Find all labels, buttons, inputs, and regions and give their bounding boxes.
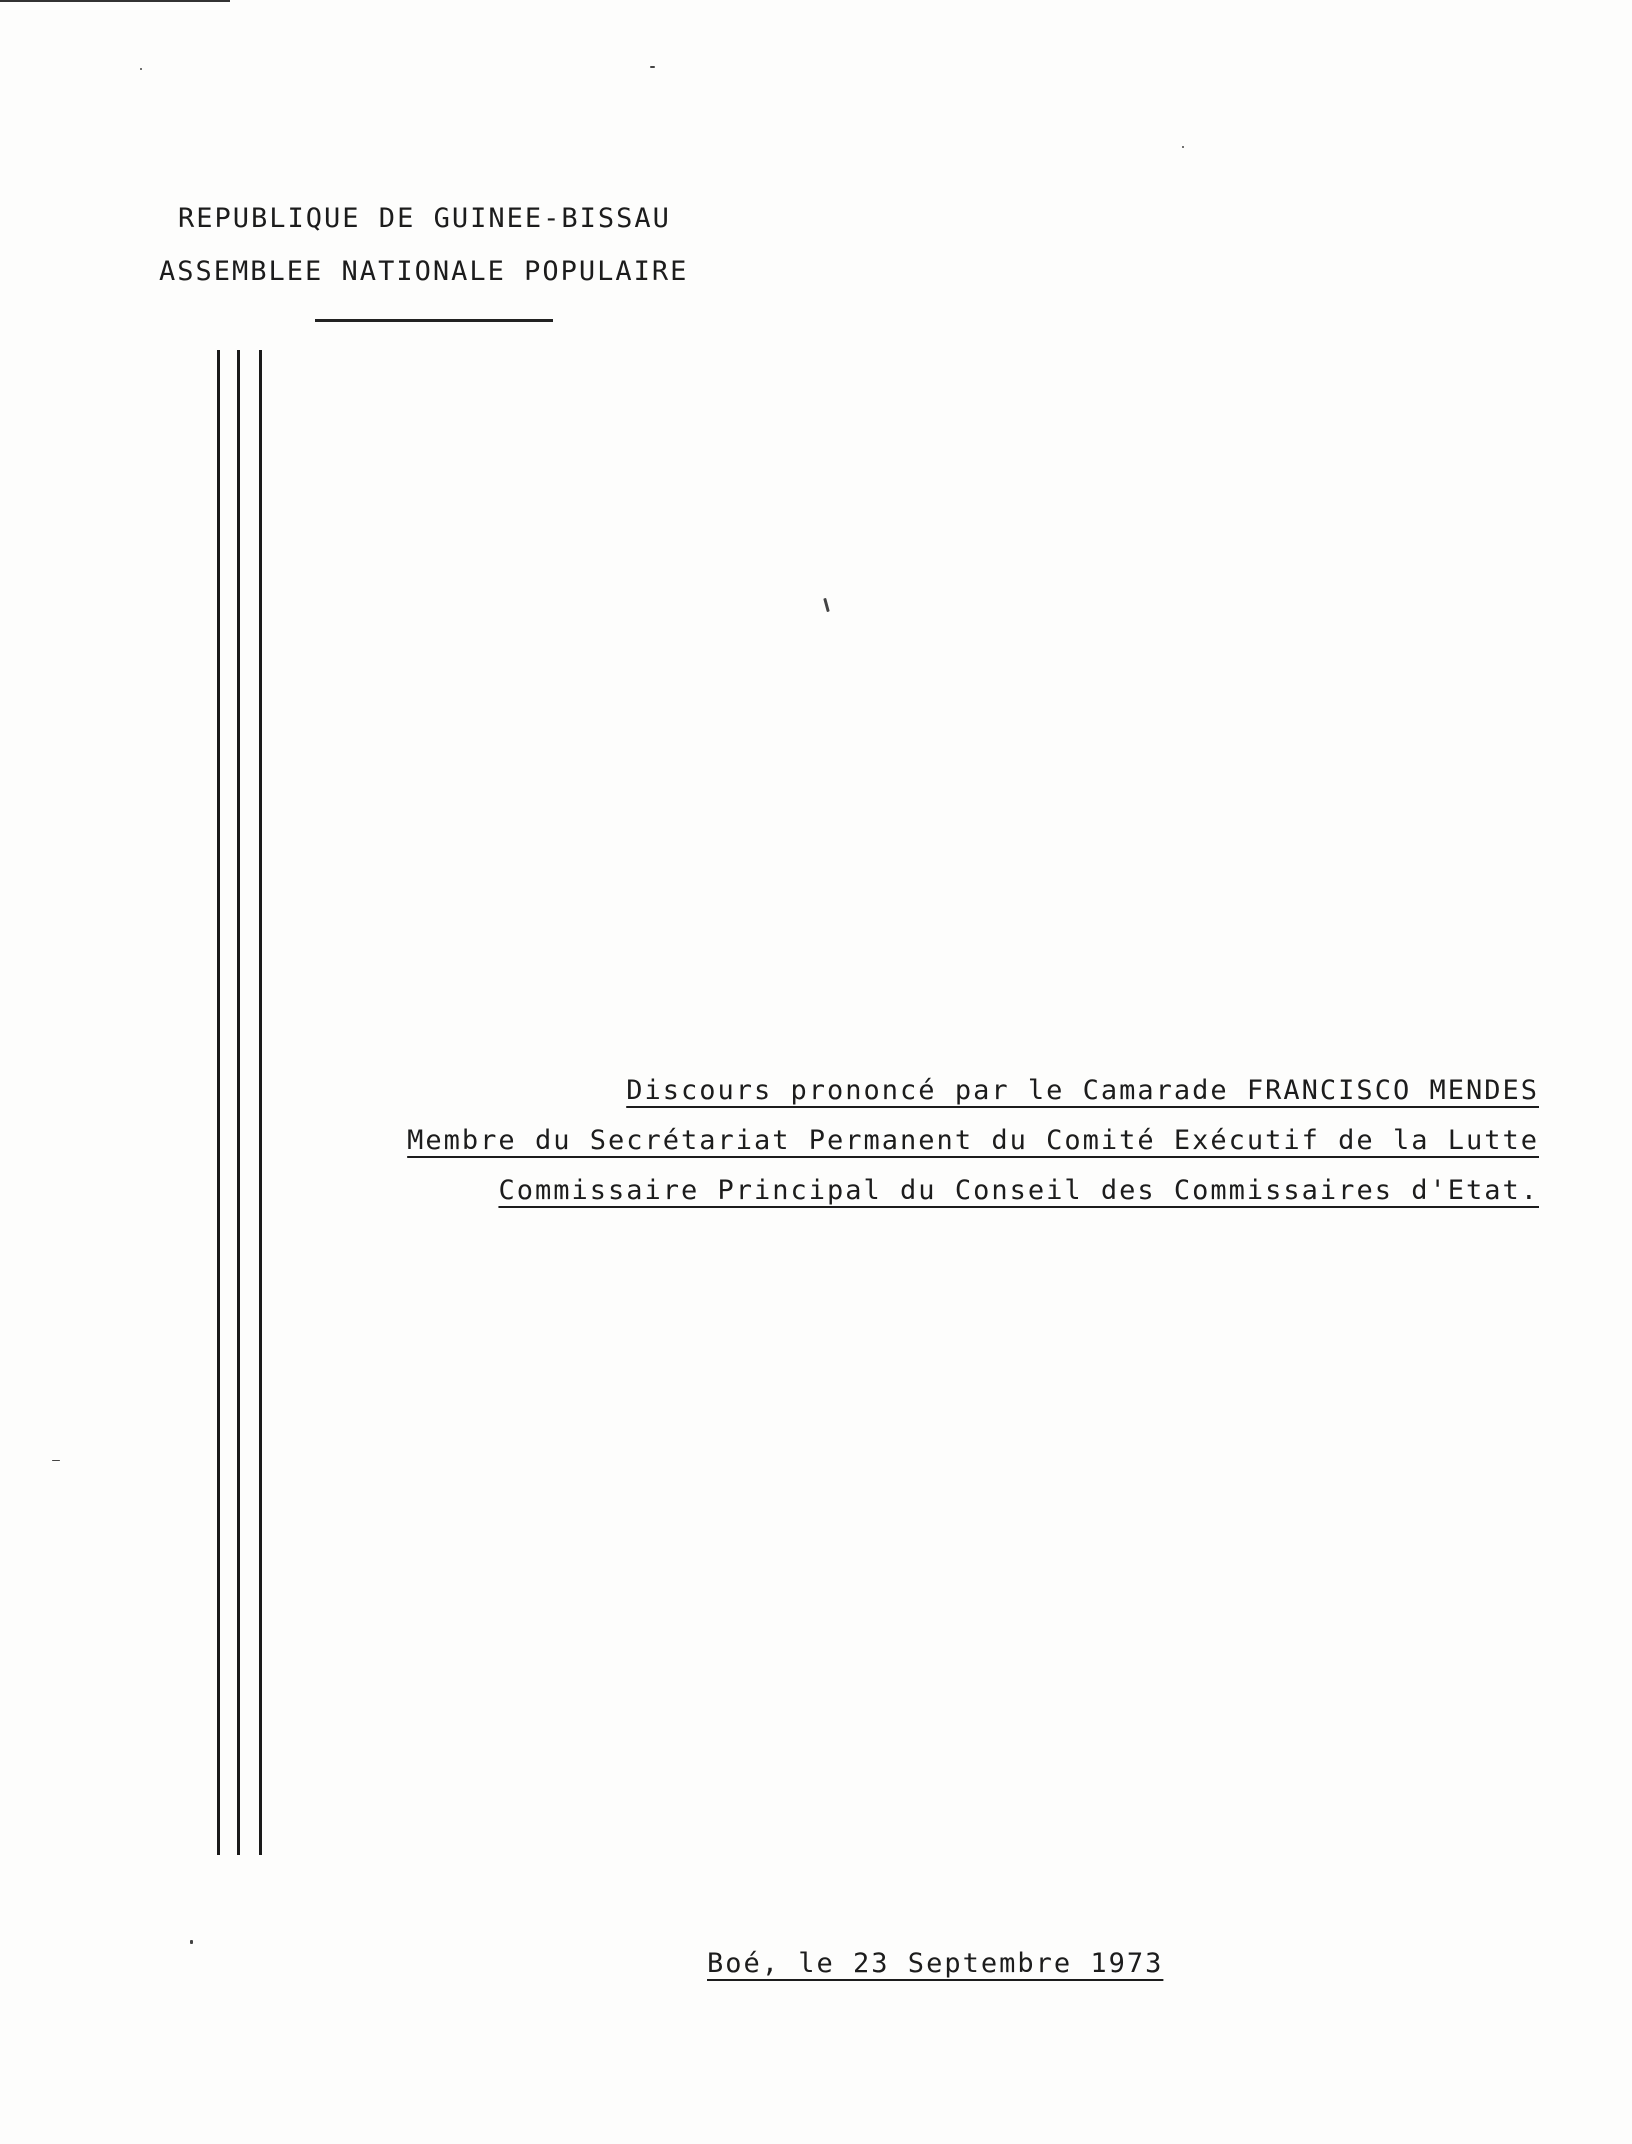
header-republic: REPUBLIQUE DE GUINEE-BISSAU bbox=[178, 203, 671, 234]
place-date: Boé, le 23 Septembre 1973 bbox=[707, 1948, 1164, 1979]
scan-speck bbox=[140, 68, 142, 70]
scan-edge-mark bbox=[0, 0, 230, 2]
header-rule bbox=[315, 319, 553, 322]
scan-speck bbox=[650, 66, 655, 68]
scan-speck bbox=[190, 1940, 193, 1944]
title-role: Membre du Secrétariat Permanent du Comité Exécutif de la Lutte bbox=[407, 1125, 1539, 1156]
margin-bar-1 bbox=[217, 350, 220, 1855]
scan-speck bbox=[823, 598, 830, 612]
margin-bar-2 bbox=[237, 350, 240, 1855]
title-office: Commissaire Principal du Conseil des Commissaires d'Etat. bbox=[498, 1175, 1539, 1206]
margin-bar-3 bbox=[259, 350, 262, 1855]
header-assembly: ASSEMBLEE NATIONALE POPULAIRE bbox=[159, 256, 689, 287]
scan-speck bbox=[52, 1460, 60, 1461]
title-speech: Discours prononcé par le Camarade FRANCISCO MENDES bbox=[626, 1075, 1539, 1106]
scan-speck bbox=[1182, 146, 1184, 148]
